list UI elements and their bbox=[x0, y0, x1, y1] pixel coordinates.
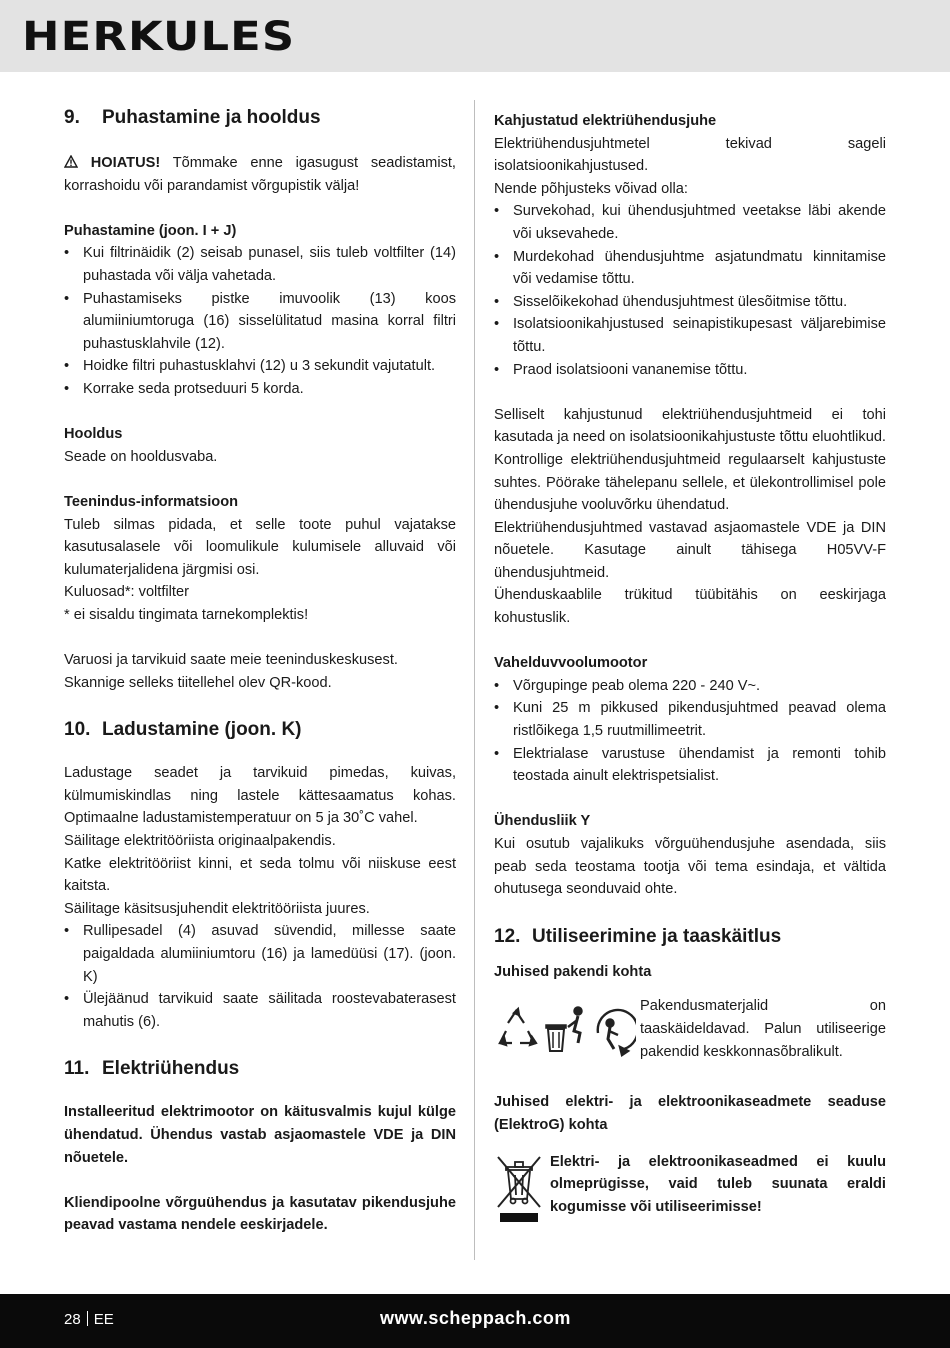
right-column bbox=[494, 110, 886, 1225]
section-title: Utiliseerimine ja taaskäitlus bbox=[532, 925, 782, 947]
warning-icon bbox=[64, 155, 78, 168]
list-item: • Praod isolatsiooni vananemise tõttu. bbox=[494, 359, 886, 382]
connection-y-heading: Ühendusliik Y bbox=[494, 813, 591, 830]
type-paragraph: Ühenduskaablile trükitud tüübitähis on eeskirjaga kohustuslik. bbox=[494, 587, 886, 627]
bin-figure-icon bbox=[546, 1007, 582, 1051]
section-title: Ladustamine (joon. K) bbox=[102, 719, 302, 741]
packaging-block bbox=[494, 995, 886, 1063]
list-item: • Hoidke filtri puhastusklahvi (12) u 3 sekundit vajutatult. bbox=[64, 355, 456, 378]
maintenance-heading: Hooldus bbox=[64, 426, 123, 443]
cleaning-list bbox=[64, 242, 456, 400]
spares-line-2: Skannige selleks tiitellehel olev QR-kood. bbox=[64, 674, 332, 691]
page-number bbox=[64, 1311, 114, 1328]
damaged-list bbox=[494, 200, 886, 381]
list-item: • Puhastamiseks pistke imuvoolik (13) koos alumiiniumtoruga (16) sisselülitatud masina korral filtri puhastusklahvile (12). bbox=[64, 288, 456, 356]
crossed-bin-icon bbox=[494, 1153, 544, 1225]
electric-bold-text: Kliendipoolne võrguühendus ja kasutatav pikendusjuhe peavad vastama nendele eeskirjadele. bbox=[64, 1194, 456, 1234]
section-11-heading bbox=[64, 1057, 456, 1081]
list-item: • Kui filtrinäidik (2) seisab punasel, siis tuleb voltfilter (14) puhastada või välja vahetada. bbox=[64, 242, 456, 287]
section-number: 10. bbox=[64, 719, 91, 741]
brand-logo: HERKULES bbox=[22, 14, 296, 60]
weee-block bbox=[494, 1151, 886, 1225]
section-number: 12. bbox=[494, 925, 521, 947]
left-column bbox=[64, 100, 456, 1237]
electric-bold-text: Installeeritud elektrimootor on käitusvalmis kujul külge ühendatud. Ühendus vastab asjaomastele VDE ja DIN nõuetele. bbox=[64, 1104, 456, 1166]
section-number: 9. bbox=[64, 107, 80, 128]
website-link[interactable]: www.scheppach.com bbox=[380, 1308, 571, 1328]
page-number-value: 28 bbox=[64, 1311, 81, 1328]
maintenance-text: Seade on hooldusvaba. bbox=[64, 448, 218, 465]
damaged-paragraph: Selliselt kahjustunud elektriühendusjuhtmeid ei tohi kasutada ja need on isolatsioonikahjustuste tõttu eluohtlikud. Kontrollige elektriühendusjuhtmeid regulaarselt kahjustuste suhtes. Pöörake tähelepanu sellele, et ülekontrollimisel pole ühendusjuhe vooluvõrku ühendatud. bbox=[494, 406, 886, 514]
section-title: Puhastamine ja hooldus bbox=[102, 107, 321, 128]
language-code: EE bbox=[93, 1311, 114, 1328]
list-item: • Murdekohad ühendusjuhtme asjatundmatu kinnitamise või vedamise tõttu. bbox=[494, 246, 886, 291]
vde-paragraph: Elektriühendusjuhtmed vastavad asjaomastele VDE ja DIN nõuetele. Kasutage ainult tähisega H05VV-F ühendusjuhtmeid. bbox=[494, 519, 886, 581]
damaged-text: Elektriühendusjuhtmetel tekivad sageli isolatsioonikahjustused. bbox=[494, 135, 886, 175]
list-item: • Survekohad, kui ühendusjuhtmed veetakse läbi akende või uksevahede. bbox=[494, 200, 886, 245]
ac-motor-heading: Vahelduvvoolumootor bbox=[494, 655, 648, 672]
service-heading: Teenindus-informatsioon bbox=[64, 493, 239, 510]
page-footer bbox=[0, 1294, 950, 1348]
list-item: • Korrake seda protseduuri 5 korda. bbox=[64, 378, 456, 401]
list-item: • Sisselõikekohad ühendusjuhtmest ülesõitmise tõttu. bbox=[494, 291, 886, 314]
storage-text: Katke elektritööriist kinni, et seda tolmu või niiskuse eest kaitsta. bbox=[64, 855, 456, 895]
list-item: • Võrgupinge peab olema 220 - 240 V~. bbox=[494, 675, 886, 698]
recycle-icon bbox=[500, 1009, 536, 1045]
damaged-cable-heading: Kahjustatud elektriühendusjuhe bbox=[494, 113, 717, 129]
damaged-text: Nende põhjusteks võivad olla: bbox=[494, 180, 688, 197]
recycle-person-icon bbox=[598, 1010, 636, 1055]
weee-heading: Juhised elektri- ja elektroonikaseadmete seaduse (ElektroG) kohta bbox=[494, 1094, 886, 1133]
list-item: • Elektrialase varustuse ühendamist ja remonti tohib teostada ainult elektrispetsialist. bbox=[494, 743, 886, 788]
section-number: 11. bbox=[64, 1058, 90, 1080]
footnote: * ei sisaldu tingimata tarnekomplektis! bbox=[64, 606, 309, 623]
list-item: • Isolatsioonikahjustused seinapistikupesast väljarebimise tõttu. bbox=[494, 313, 886, 358]
list-item: • Kuni 25 m pikkused pikendusjuhtmed peavad olema ristlõikega 1,5 ruutmillimeetrit. bbox=[494, 697, 886, 742]
recycling-icons bbox=[494, 1003, 636, 1063]
section-12-heading bbox=[494, 925, 886, 949]
storage-text: Säilitage elektritööriista originaalpakendis. bbox=[64, 833, 336, 850]
packaging-text: Pakendusmaterjalid on taaskäideldavad. Palun utiliseerige pakendid keskkonnasõbralikult. bbox=[640, 998, 886, 1060]
page-header bbox=[0, 0, 950, 72]
list-item: • Ülejäänud tarvikuid saate säilitada roostevabaterasest mahutis (6). bbox=[64, 988, 456, 1033]
service-text: Tuleb silmas pidada, et selle toote puhul vajatakse kasutusalasele või loomulikule kulumisele alluvaid või kulumaterjalidena järgmisi osi. bbox=[64, 516, 456, 578]
cleaning-heading: Puhastamine (joon. I + J) bbox=[64, 222, 237, 239]
storage-text: Ladustage seadet ja tarvikuid pimedas, kuivas, külmumiskindlas ning lastele kättesaamatus kohas. Optimaalne ladustamistemperatuur on 5 ja 30˚C vahel. bbox=[64, 765, 456, 827]
warning-paragraph bbox=[64, 152, 456, 197]
column-divider bbox=[474, 100, 475, 1260]
section-10-heading bbox=[64, 718, 456, 742]
ac-list bbox=[494, 675, 886, 788]
storage-text: Säilitage käsitsusjuhendit elektritööriista juures. bbox=[64, 900, 370, 917]
connection-y-text: Kui osutub vajalikuks võrguühendusjuhe asendada, siis peab seda teostama tootja või tema esindaja, et vältida ohutusega seonduvaid ohte. bbox=[494, 836, 886, 898]
spares-line-1: Varuosi ja tarvikuid saate meie teeninduskeskusest. bbox=[64, 652, 398, 669]
weee-text: Elektri- ja elektroonikaseadmed ei kuulu olmeprügisse, vaid tuleb suunata eraldi kogumisse või utiliseerimisse! bbox=[550, 1153, 886, 1215]
warning-text: Tõmmake enne igasugust seadistamist, korrashoidu või parandamist võrgupistik välja! bbox=[64, 155, 456, 194]
wear-parts: Kuluosad*: voltfilter bbox=[64, 584, 189, 601]
warning-label: HOIATUS! bbox=[90, 155, 161, 171]
packaging-heading: Juhised pakendi kohta bbox=[494, 963, 652, 980]
section-9-heading bbox=[64, 106, 456, 130]
list-item: • Rullipesadel (4) asuvad süvendid, millesse saate paigaldada alumiiniumtoru (16) ja lamedüüsi (17). (joon. K) bbox=[64, 920, 456, 988]
section-title: Elektriühendus bbox=[102, 1058, 240, 1080]
storage-list bbox=[64, 920, 456, 1033]
